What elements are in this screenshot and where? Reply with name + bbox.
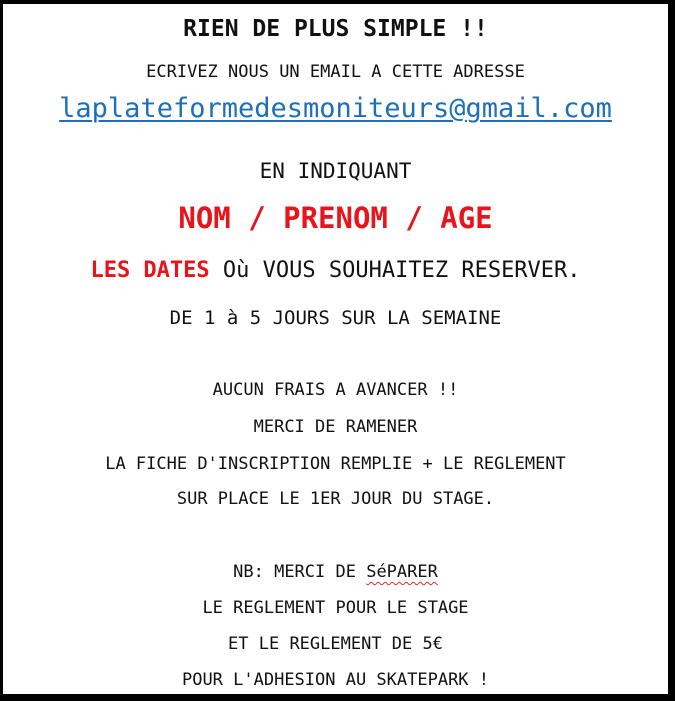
required-fields: NOM / PRENOM / AGE: [178, 201, 493, 235]
form-text: LA FICHE D'INSCRIPTION REMPLIE + LE REGLEMENT: [105, 454, 566, 474]
dates-highlight: LES DATES: [90, 258, 210, 283]
note-prefix: NB: MERCI DE: [233, 562, 367, 582]
note-line-1: [3, 562, 668, 582]
intro-text: EN INDIQUANT: [259, 159, 412, 183]
bring-text: MERCI DE RAMENER: [253, 417, 418, 437]
note-line-4: POUR L'ADHESION AU SKATEPARK !: [181, 670, 490, 690]
separate-word: SéPARER: [366, 562, 438, 582]
email-instruction: ECRIVEZ NOUS UN EMAIL A CETTE ADRESSE: [146, 62, 525, 82]
no-fees-text: AUCUN FRAIS A AVANCER !!: [212, 380, 459, 400]
email-link[interactable]: laplateformedesmoniteurs@gmail.com: [59, 93, 612, 124]
note-line-2: LE REGLEMENT POUR LE STAGE: [202, 598, 469, 618]
dates-line: [3, 258, 668, 283]
dates-rest: Où VOUS SOUHAITEZ RESERVER.: [209, 258, 581, 283]
onsite-text: SUR PLACE LE 1ER JOUR DU STAGE.: [176, 489, 495, 509]
info-sheet: [3, 4, 668, 694]
duration-text: DE 1 à 5 JOURS SUR LA SEMAINE: [169, 307, 502, 329]
note-line-3: ET LE REGLEMENT DE 5€: [228, 634, 443, 654]
page-title: RIEN DE PLUS SIMPLE !!: [183, 16, 488, 42]
